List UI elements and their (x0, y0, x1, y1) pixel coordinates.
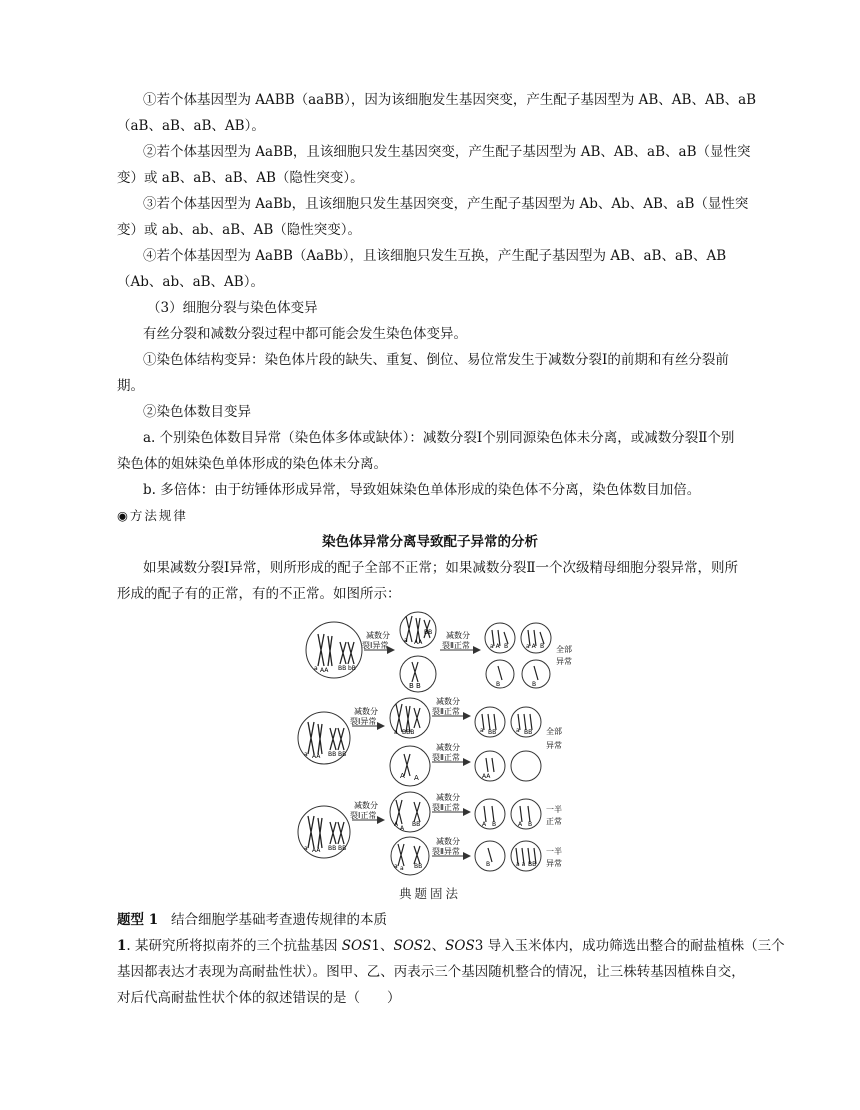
svg-text:bB: bB (348, 665, 356, 672)
svg-text:B: B (540, 643, 545, 650)
row3-gamete-3 (475, 841, 505, 871)
svg-text:A: A (482, 821, 487, 828)
svg-text:BB: BB (338, 845, 347, 852)
row2-parent-cell (298, 712, 350, 764)
meiosis-diagram (290, 608, 590, 876)
row1-gamete-4 (522, 660, 550, 688)
svg-text:BB: BB (328, 845, 337, 852)
row2-gamete-1 (475, 707, 505, 737)
row1-arrow1-line2: 裂Ⅰ异常 (362, 641, 389, 650)
paragraph-polyploidy: b. 多倍体：由于纺锤体形成异常，导致姐妹染色单体形成的染色体不分离，染色体数目加倍。 (143, 482, 701, 498)
svg-text:BB: BB (412, 821, 421, 828)
row3-gamete-1 (475, 799, 505, 829)
svg-text:a: a (314, 665, 318, 672)
svg-text:BB: BB (338, 665, 347, 672)
question-text-part: . 某研究所将拟南芥的三个抗盐基因 (126, 938, 342, 954)
svg-text:a a: a a (516, 861, 526, 868)
question-text-part: 3 导入玉米体内，成功筛选出整合的耐盐植株（三个 (474, 938, 785, 954)
paragraph-analysis-b: 形成的配子有的正常，有的不正常。如图所示： (117, 586, 401, 602)
svg-text:B: B (532, 681, 537, 688)
row3-result-a-line1: 一半 (546, 805, 562, 814)
svg-text:A: A (400, 772, 405, 780)
row2-result-line2: 异常 (546, 741, 562, 750)
svg-text:a: a (404, 637, 408, 644)
row1-gamete-1 (485, 623, 515, 653)
row1-secondary-cell-lower (400, 656, 436, 692)
row2-arrow1-line1: 减数分 (354, 707, 378, 716)
svg-text:BB: BB (338, 751, 347, 758)
row2-gamete-4 (511, 751, 541, 781)
svg-text:a: a (516, 727, 520, 734)
row1-secondary-cell-upper (400, 612, 436, 648)
question-1-line-2: 基因都表达才表现为高耐盐性状）。图甲、乙、丙表示三个基因随机整合的情况，让三株转基因植株自交， (117, 964, 745, 980)
paragraph-gamete-1b: （aB、aB、aB、AB）。 (117, 118, 265, 134)
svg-text:A: A (518, 821, 523, 828)
svg-text:a: a (394, 863, 398, 870)
row3-arrow2b-line1: 减数分 (436, 837, 460, 846)
row2-secondary-cell-lower (390, 746, 430, 786)
svg-text:B: B (496, 681, 501, 688)
row1-parent-cell (306, 622, 362, 678)
row3-secondary-cell-lower (391, 837, 429, 875)
row2-arrow2a-line1: 减数分 (436, 697, 460, 706)
svg-text:a: a (394, 729, 398, 736)
svg-text:BB: BB (488, 729, 497, 736)
svg-text:BB: BB (328, 751, 337, 758)
svg-text:a: a (304, 751, 308, 758)
row3-result-b-line2: 异常 (546, 859, 562, 868)
row2-arrow2a-line2: 裂Ⅱ正常 (432, 707, 460, 716)
row3-parent-cell (298, 806, 350, 858)
question-type-label: 题型 1 (117, 912, 159, 928)
diagram-title: 染色体异常分离导致配子异常的分析 (322, 534, 538, 550)
svg-text:AA: AA (414, 639, 423, 646)
row3-result-a-line2: 正常 (546, 817, 562, 826)
row2-arrow2b-line1: 减数分 (436, 743, 460, 752)
paragraph-gamete-4b: （Ab、ab、aB、AB）。 (117, 274, 264, 290)
paragraph-number-variation: ②染色体数目变异 (143, 404, 251, 420)
svg-text:a: a (304, 845, 308, 852)
row1-gamete-3 (486, 660, 514, 688)
paragraph-gamete-2a: ②若个体基因型为 AaBB，且该细胞只发生基因突变，产生配子基因型为 AB、AB、aB、aB（显性突 (143, 144, 751, 160)
row3-arrow2b-line2: 裂Ⅱ异常 (432, 847, 460, 856)
svg-text:B: B (492, 821, 497, 828)
svg-text:B: B (504, 643, 509, 650)
row2-gamete-2 (511, 707, 541, 737)
svg-text:a A: a A (490, 643, 500, 650)
svg-text:AA: AA (320, 667, 329, 674)
row2-gamete-3 (475, 751, 505, 781)
svg-text:A: A (400, 825, 405, 832)
row3-arrow1-line2: 裂Ⅰ正常 (350, 811, 377, 820)
row1-arrow1-line1: 减数分 (366, 631, 390, 640)
row3-gamete-2 (511, 799, 541, 829)
row3-secondary-cell-upper (390, 792, 430, 832)
svg-text:BB: BB (524, 729, 533, 736)
question-number: 1 (117, 938, 127, 954)
row2-result-line1: 全部 (546, 727, 562, 736)
svg-text:BB: BB (424, 629, 433, 636)
svg-text:a: a (480, 727, 484, 734)
row1-gamete-2 (521, 623, 551, 653)
paragraph-chromosome-variation: 有丝分裂和减数分裂过程中都可能会发生染色体变异。 (143, 326, 467, 342)
svg-text:a: a (400, 865, 404, 872)
row3-arrow2a-line2: 裂Ⅱ正常 (432, 803, 460, 812)
svg-text:BBB: BBB (402, 729, 415, 736)
gene-name: SOS (393, 938, 424, 954)
svg-text:A: A (394, 821, 399, 828)
row3-result-b-line1: 一半 (546, 847, 562, 856)
paragraph-aneuploidy-b: 染色体的姐妹染色单体形成的染色体未分离。 (117, 456, 387, 472)
section-caption: 典题固法 (398, 886, 461, 901)
svg-text:AA: AA (482, 773, 491, 780)
paragraph-structure-variation-a: ①染色体结构变异：染色体片段的缺失、重复、倒位、易位常发生于减数分裂Ⅰ的前期和有丝分裂前 (143, 352, 729, 368)
paragraph-gamete-3a: ③若个体基因型为 AaBb，且该细胞只发生基因突变，产生配子基因型为 Ab、Ab、AB、aB（显性突 (143, 196, 749, 212)
question-type-heading (117, 910, 387, 930)
row1-result-line2: 异常 (556, 657, 572, 666)
row1-result-line1: 全部 (556, 645, 572, 654)
question-text-part: 2、 (423, 938, 446, 954)
gene-name: SOS (341, 938, 372, 954)
row3-gamete-4 (511, 841, 541, 871)
svg-text:BB: BB (414, 863, 423, 870)
question-1-line-3: 对后代高耐盐性状个体的叙述错误的是（ ） (117, 990, 401, 1006)
paragraph-aneuploidy-a: a. 个别染色体数目异常（染色体多体或缺体）：减数分裂Ⅰ个别同源染色体未分离，或减数分裂Ⅱ个别 (143, 430, 735, 446)
question-text-part: 1、 (371, 938, 394, 954)
svg-text:A: A (414, 774, 419, 782)
paragraph-gamete-3b: 变）或 ab、ab、aB、AB（隐性突变）。 (117, 222, 362, 238)
paragraph-gamete-2b: 变）或 aB、aB、aB、AB（隐性突变）。 (117, 170, 364, 186)
gene-name: SOS (445, 938, 475, 954)
svg-text:a A: a A (526, 643, 536, 650)
row2-arrow1-line2: 裂Ⅰ异常 (350, 717, 377, 726)
row1-arrow2-line1: 减数分 (446, 631, 470, 640)
svg-text:AA: AA (312, 847, 321, 854)
paragraph-gamete-4a: ④若个体基因型为 AaBB（AaBb），且该细胞只发生互换，产生配子基因型为 AB、aB、aB、AB (143, 248, 727, 264)
svg-text:AA: AA (312, 753, 321, 760)
method-heading: ◉方法规律 (117, 508, 188, 523)
paragraph-analysis-a: 如果减数分裂Ⅰ异常，则所形成的配子全部不正常；如果减数分裂Ⅱ一个次级精母细胞分裂异常，则所 (143, 560, 739, 576)
question-1-line-1 (117, 936, 785, 956)
svg-text:BB: BB (528, 861, 537, 868)
row1-arrow2-line2: 裂Ⅱ正常 (442, 641, 470, 650)
row2-arrow2b-line2: 裂Ⅱ正常 (432, 753, 460, 762)
svg-text:B: B (486, 861, 491, 868)
svg-text:B B: B B (409, 682, 421, 690)
paragraph-structure-variation-b: 期。 (117, 378, 144, 394)
section-heading-3: （3）细胞分裂与染色体变异 (147, 300, 318, 316)
row3-arrow2a-line1: 减数分 (436, 793, 460, 802)
question-type-text: 结合细胞学基础考查遗传规律的本质 (170, 912, 387, 928)
svg-text:B: B (528, 821, 533, 828)
row3-arrow1-line1: 减数分 (354, 801, 378, 810)
paragraph-gamete-1a: ①若个体基因型为 AABB（aaBB），因为该细胞发生基因突变，产生配子基因型为 AB、AB、AB、aB (143, 92, 757, 108)
row2-secondary-cell-upper (390, 698, 430, 738)
